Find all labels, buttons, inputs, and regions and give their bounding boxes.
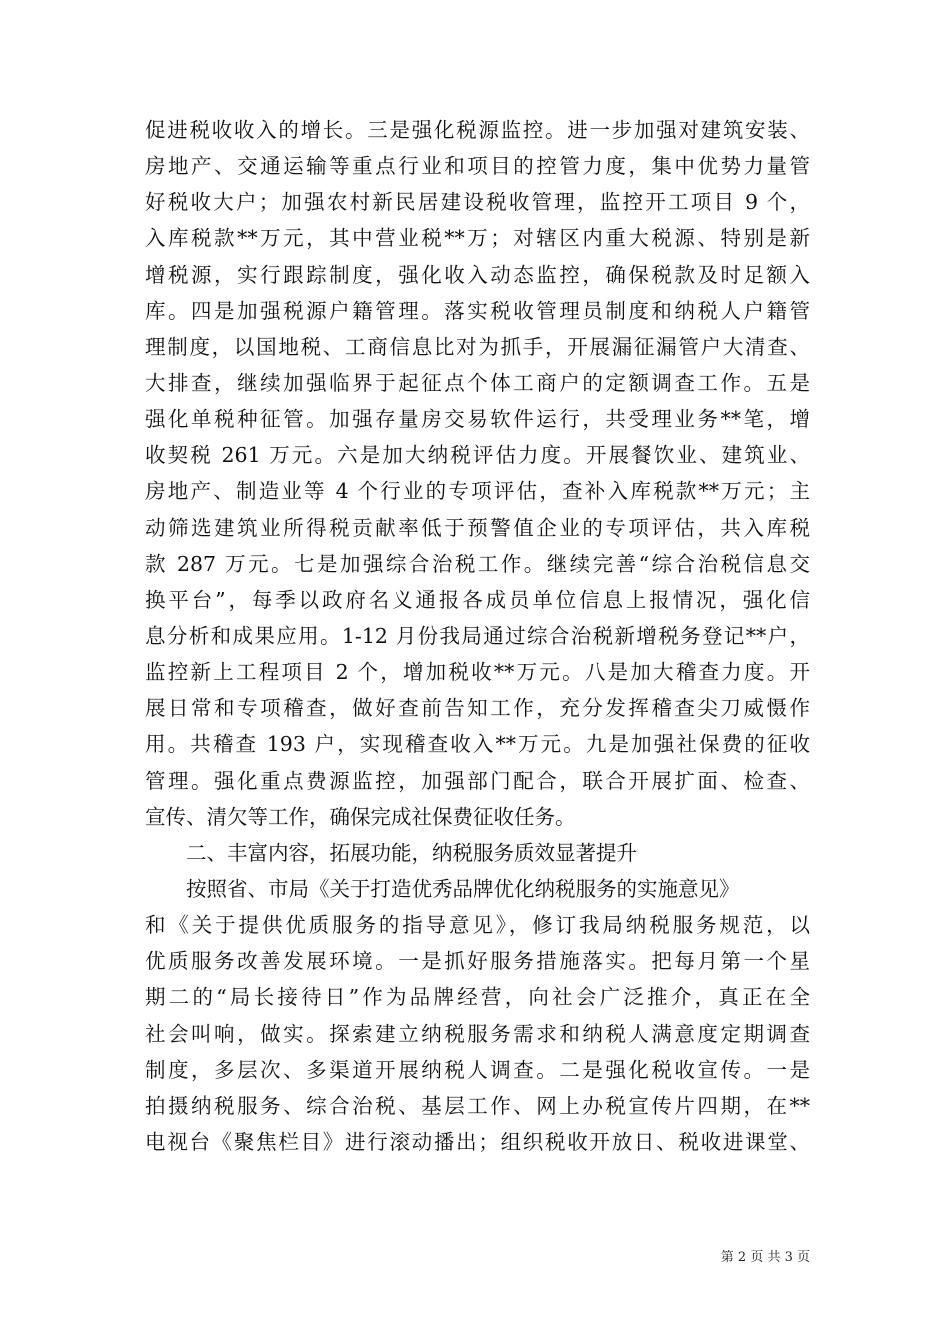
body-line: 收契税 261 万元。六是加大纳税评估力度。开展餐饮业、建筑业、 (145, 443, 810, 468)
body-line: 按照省、市局《关于打造优秀品牌优化纳税服务的实施意见》 (186, 876, 740, 901)
body-line: 入库税款**万元，其中营业税**万；对辖区内重大税源、特别是新 (145, 226, 810, 251)
body-line: 房地产、制造业等 4 个行业的专项评估，查补入库税款**万元；主 (145, 479, 810, 504)
body-line: 监控新上工程项目 2 个，增加税收**万元。八是加大稽查力度。开 (145, 660, 810, 685)
body-line: 社会叫响，做实。探索建立纳税服务需求和纳税人满意度定期调查 (145, 1021, 810, 1046)
body-line: 强化单税种征管。加强存量房交易软件运行，共受理业务**笔，增 (145, 407, 810, 432)
section-heading: 二、丰富内容，拓展功能，纳税服务质效显著提升 (186, 840, 637, 865)
body-line: 宣传、清欠等工作，确保完成社保费征收任务。 (145, 804, 576, 829)
body-line: 用。共稽查 193 户，实现稽查收入**万元。九是加强社保费的征收 (145, 732, 810, 757)
body-line: 好税收大户；加强农村新民居建设税收管理，监控开工项目 9 个， (145, 190, 810, 215)
body-line: 电视台《聚焦栏目》进行滚动播出；组织税收开放日、税收进课堂、 (145, 1129, 810, 1154)
body-line: 拍摄纳税服务、综合治税、基层工作、网上办税宣传片四期，在** (145, 1093, 810, 1118)
body-line: 增税源，实行跟踪制度，强化收入动态监控，确保税款及时足额入 (145, 262, 810, 287)
page-number: 第 2 页 共 3 页 (720, 1250, 810, 1265)
body-line: 息分析和成果应用。1-12 月份我局通过综合治税新增税务登记**户， (145, 623, 810, 648)
body-line: 款 287 万元。七是加强综合治税工作。继续完善“综合治税信息交 (145, 551, 810, 576)
body-line: 展日常和专项稽查，做好查前告知工作，充分发挥稽查尖刀威慑作 (145, 696, 810, 721)
body-line: 大排查，继续加强临界于起征点个体工商户的定额调查工作。五是 (145, 370, 810, 395)
body-line: 和《关于提供优质服务的指导意见》，修订我局纳税服务规范，以 (145, 913, 810, 938)
document-body (145, 112, 810, 1160)
body-line: 促进税收收入的增长。三是强化税源监控。进一步加强对建筑安装、 (145, 118, 810, 142)
body-line: 制度，多层次、多渠道开展纳税人调查。二是强化税收宣传。一是 (145, 1057, 810, 1082)
body-line: 换平台”，每季以政府名义通报各成员单位信息上报情况，强化信 (145, 587, 810, 612)
body-line: 房地产、交通运输等重点行业和项目的控管力度，集中优势力量管 (145, 154, 810, 179)
body-line: 理制度，以国地税、工商信息比对为抓手，开展漏征漏管户大清查、 (145, 334, 810, 359)
body-line: 期二的“局长接待日”作为品牌经营，向社会广泛推介，真正在全 (145, 985, 810, 1010)
body-line: 库。四是加强税源户籍管理。落实税收管理员制度和纳税人户籍管 (145, 298, 810, 323)
body-line: 管理。强化重点费源监控，加强部门配合，联合开展扩面、检查、 (145, 768, 810, 793)
body-line: 动筛选建筑业所得税贡献率低于预警值企业的专项评估，共入库税 (145, 515, 810, 540)
body-line: 优质服务改善发展环境。一是抓好服务措施落实。把每月第一个星 (145, 949, 810, 974)
